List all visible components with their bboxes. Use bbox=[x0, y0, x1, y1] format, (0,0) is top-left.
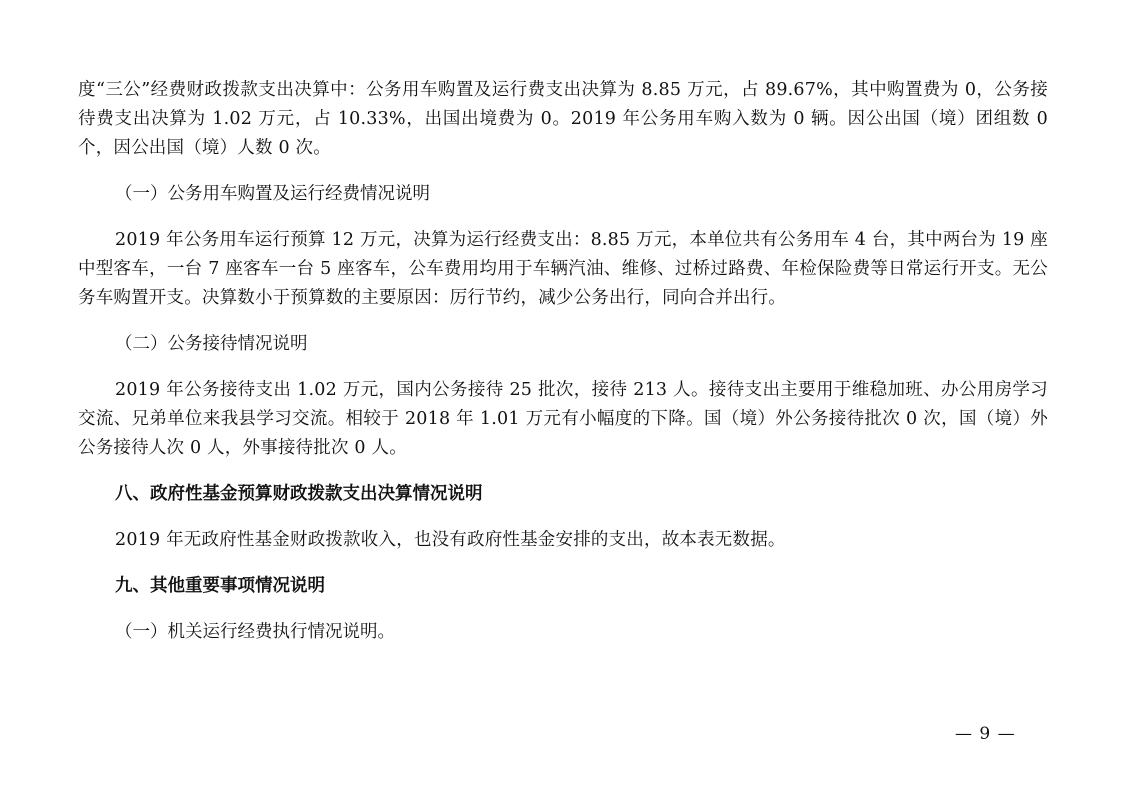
fund-paragraph: 2019 年无政府性基金财政拨款收入，也没有政府性基金安排的支出，故本表无数据。 bbox=[115, 530, 786, 550]
reception-subheading: （二）公务接待情况说明 bbox=[115, 334, 308, 354]
reception-paragraph: 2019 年公务接待支出 1.02 万元，国内公务接待 25 批次，接待 213 人。接待支出主要用于维稳加班、办公用房学习交流、兄弟单位来我县学习交流。相较于 2018 年 1.01 万元有小幅度的下降。国（境）外公务接待批次 0 次，国（境）外公务接待人次 0 人，外事接待批次 0 人。 bbox=[78, 380, 1048, 458]
other-section-heading: 九、其他重要事项情况说明 bbox=[115, 576, 325, 596]
other-subheading: （一）机关运行经费执行情况说明。 bbox=[115, 622, 395, 642]
fund-section-heading: 八、政府性基金预算财政拨款支出决算情况说明 bbox=[115, 484, 483, 504]
intro-paragraph: 度“三公”经费财政拨款支出决算中：公务用车购置及运行费支出决算为 8.85 万元，占 89.67%，其中购置费为 0，公务接待费支出决算为 1.02 万元，占 10.33%，出国出境费为 0。2019 年公务用车购入数为 0 辆。因公出国（境）团组数 0 个，因公出国（境）人数 0 次。 bbox=[78, 80, 1048, 158]
page-number: — 9 — bbox=[955, 724, 1016, 744]
vehicle-paragraph: 2019 年公务用车运行预算 12 万元，决算为运行经费支出：8.85 万元，本单位共有公务用车 4 台，其中两台为 19 座中型客车，一台 7 座客车一台 5 座客车，公车费用均用于车辆汽油、维修、过桥过路费、年检保险费等日常运行开支。无公务车购置开支。决算数小于预算数的主要原因：厉行节约，减少公务出行，同向合并出行。 bbox=[78, 230, 1048, 308]
document-body bbox=[78, 76, 1048, 647]
vehicle-subheading: （一）公务用车购置及运行经费情况说明 bbox=[115, 184, 430, 204]
